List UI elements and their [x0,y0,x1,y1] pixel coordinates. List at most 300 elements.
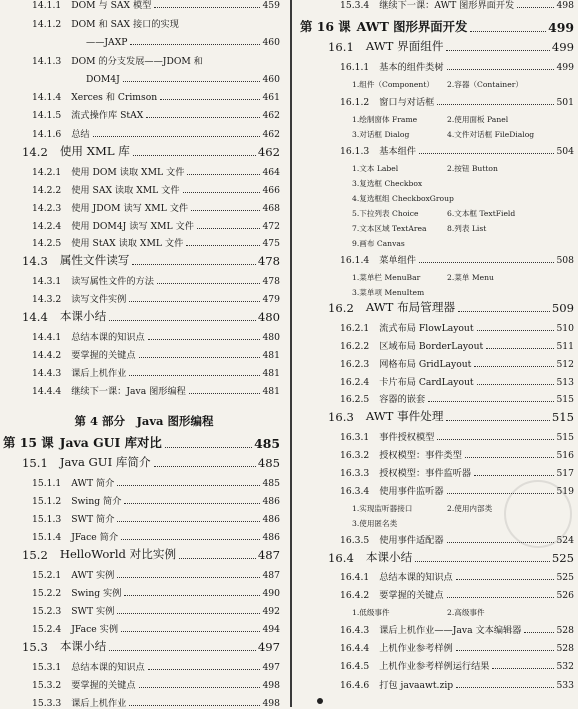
toc-entry [32,678,280,691]
entry-number: 16.4.2 [340,590,370,601]
entry-number: 16.1.3 [340,146,370,157]
entry-title: 使用 DOM4J 读写 XML 文件 [71,221,194,232]
toc-entry [340,623,574,636]
dot-leader [129,301,260,302]
page-number: 460 [262,74,280,85]
page-number: 487 [262,570,280,581]
dot-leader [492,668,554,669]
subitem-row [352,518,447,529]
toc-entry [86,72,280,85]
page-number: 532 [556,661,574,672]
entry-number: 16.2 [328,301,354,315]
entry-number: 16.4.5 [340,661,370,672]
toc-entry [22,146,280,159]
entry-number: 15.1.2 [32,496,62,507]
subitem-text: 3.使用匿名类 [352,519,398,528]
dot-leader [132,264,255,265]
dot-leader [148,339,261,340]
dot-leader [130,44,260,45]
dot-leader [189,393,261,394]
subitem-text: 3.对话框 Dialog [352,130,410,139]
subitem-row [352,129,534,140]
entry-number: 15.3.3 [32,698,62,709]
toc-entry [340,448,574,461]
entry-number: 16.4 [328,551,354,565]
dot-leader [109,650,256,651]
entry-title: 使用 SAX 读取 XML 文件 [71,185,180,196]
entry-number: 15.2.1 [32,570,62,581]
entry-number: 15.3 [22,640,48,654]
page-number: 459 [262,0,280,11]
page-number: 499 [556,62,574,73]
toc-entry [340,641,574,654]
entry-number: 16.1 [328,40,354,54]
toc-entry [32,660,280,673]
page-number: 519 [556,486,574,497]
toc-entry [340,588,574,601]
entry-number: 14.2.3 [32,203,62,214]
entry-number: 16.2.2 [340,341,370,352]
entry-number: 14.2.4 [32,221,62,232]
page-number: 498 [262,698,280,709]
entry-title: ——JAXP [86,37,128,48]
subitem-row [352,193,454,204]
entry-title: 卡片布局 CardLayout [379,377,474,388]
dot-leader [187,174,260,175]
dot-leader [524,632,554,633]
page-number: 497 [262,662,280,673]
entry-number: 14.2 [22,145,48,159]
dot-leader [121,539,260,540]
dot-leader [470,31,546,32]
page-number: 460 [262,37,280,48]
entry-number: 16.2.3 [340,359,370,370]
entry-title: AWT 事件处理 [365,409,444,423]
page-number: 515 [556,432,574,443]
page-number: 515 [551,410,574,424]
entry-title: 继续下一课：Java 图形编程 [71,386,186,397]
dot-leader [447,597,555,598]
toc-entry [32,366,280,379]
toc-entry [32,530,280,543]
page-number: 509 [551,301,574,315]
dot-leader [183,192,261,193]
dot-leader [191,210,260,211]
entry-number: 14.2.2 [32,185,62,196]
toc-entry [32,622,280,635]
page-number: 485 [257,456,280,470]
entry-title: 菜单组件 [379,255,416,266]
entry-number: 16.4.3 [340,625,370,636]
dot-leader [93,136,261,137]
entry-title: 使用事件监听器 [379,486,444,497]
dot-leader [477,330,555,331]
entry-title: 读写属性文件的方法 [71,276,154,287]
entry-number: 16.2.4 [340,377,370,388]
entry-title: 事件授权模型 [379,432,435,443]
dot-leader [117,521,260,522]
page-number: 485 [254,436,280,451]
toc-entry [340,321,574,334]
entry-title: 总结本课的知识点 [379,572,453,583]
toc-entry [32,54,280,67]
toc-entry [340,392,574,405]
entry-number: 16.1.2 [340,97,370,108]
dot-leader [117,613,260,614]
entry-number: 14.3 [22,254,48,268]
toc-entry [32,274,280,287]
dot-leader [157,283,261,284]
dot-leader [139,357,261,358]
subitem-text: 1.绘制窗体 Frame [352,115,418,124]
entry-title: DOM 的分支发展——JDOM 和 [71,56,203,67]
toc-entry [32,494,280,507]
toc-entry [32,201,280,214]
entry-title: JFace 实例 [71,624,119,635]
subitem-row [352,272,494,283]
entry-title: SWT 实例 [71,606,115,617]
entry-title: HelloWorld 对比实例 [59,547,177,561]
page-number: 533 [556,680,574,691]
dot-leader [154,466,256,467]
toc-entry [32,384,280,397]
entry-number: 15.1.4 [32,532,62,543]
subitem-text: 2.容器（Container） [447,80,523,89]
entry-number: 15.3.1 [32,662,62,673]
dot-leader [486,348,554,349]
page-number: 466 [262,185,280,196]
entry-title: 课后上机作业 [71,368,127,379]
entry-title: AWT 简介 [71,478,115,489]
toc-entry [32,165,280,178]
entry-title: 本课小结 [59,309,107,323]
entry-title: 授权模型：事件监听器 [379,468,472,479]
entry-number: 16.1.1 [340,62,370,73]
entry-number: 16.3.4 [340,486,370,497]
dot-leader [123,81,261,82]
toc-entry [340,570,574,583]
page-number: 528 [556,643,574,654]
page-number: 498 [262,680,280,691]
page-number: 480 [257,310,280,324]
dot-leader [474,475,554,476]
toc-entry [340,375,574,388]
toc-entry [32,90,280,103]
dot-leader [517,7,554,8]
toc-entry [32,127,280,140]
toc-entry [32,236,280,249]
entry-number: 14.1.4 [32,92,62,103]
entry-number: 14.1.1 [32,0,62,11]
page-number: 481 [262,368,280,379]
page-number: 462 [257,145,280,159]
entry-number: 第 16 课 [300,19,351,34]
dot-leader [154,7,260,8]
dot-leader [160,99,260,100]
page-number: 524 [556,535,574,546]
toc-entry [32,219,280,232]
dot-leader [129,375,260,376]
toc-entry [32,108,280,121]
entry-title: 继续下一课：AWT 图形界面开发 [379,0,515,11]
page-number: 515 [556,394,574,405]
entry-number: 16.3.2 [340,450,370,461]
entry-title: AWT 图形界面开发 [356,19,468,34]
entry-title: 流式操作库 StAX [71,110,144,121]
page-number: 481 [262,350,280,361]
toc-entry [328,552,574,565]
entry-title: 上机作业参考样例运行结果 [379,661,490,672]
entry-title: AWT 布局管理器 [365,300,456,314]
toc-entry [340,466,574,479]
entry-title: 总结 [71,129,90,140]
dot-leader [139,687,261,688]
entry-number: 15.2 [22,548,48,562]
page-number: 498 [556,0,574,11]
dot-leader [124,503,260,504]
subitem-row [352,503,492,514]
page-number: 511 [556,341,574,352]
subitem-row [352,287,447,298]
toc-entry [32,348,280,361]
toc-entry [32,330,280,343]
entry-title: 网格布局 GridLayout [379,359,472,370]
dot-leader [456,650,555,651]
dot-leader [129,705,260,706]
subitem-text: 4.文件对话框 FileDialog [447,130,535,139]
entry-title: DOM 与 SAX 模型 [71,0,152,11]
subitem-row [352,223,486,234]
entry-number: 16.3.1 [340,432,370,443]
entry-title: 流式布局 FlowLayout [379,323,474,334]
page-number: 486 [262,514,280,525]
entry-title: 授权模型：事件类型 [379,450,462,461]
entry-title: Swing 实例 [71,588,122,599]
entry-title: Java GUI 库对比 [59,435,162,450]
entry-number: 15.3.2 [32,680,62,691]
dot-leader [117,577,260,578]
entry-title: 使用 JDOM 读写 XML 文件 [71,203,189,214]
page-number: 462 [262,129,280,140]
page-number: 472 [262,221,280,232]
entry-title: JFace 简介 [71,532,119,543]
entry-number: 16.3 [328,410,354,424]
subitem-text: 5.下拉列表 Choice [352,209,419,218]
page-number: 487 [257,548,280,562]
entry-title: 属性文件读写 [59,253,130,267]
watermark-stamp [504,480,572,548]
page-number: 501 [556,97,574,108]
toc-entry [340,339,574,352]
page-number: 486 [262,496,280,507]
entry-title: 总结本课的知识点 [71,662,145,673]
subitem-row [352,607,485,618]
toc-entry [340,659,574,672]
entry-number: 14.1.2 [32,19,62,30]
toc-entry [32,696,280,709]
toc-entry [22,641,280,654]
entry-number: 16.2.1 [340,323,370,334]
toc-entry [340,0,574,11]
subitem-text: 1.菜单栏 MenuBar [352,273,421,282]
subitem-text: 1.文本 Label [352,164,399,173]
subitem-text: 2.使用内部类 [447,504,493,513]
subitem-text: 4.复选框组 CheckboxGroup [352,194,454,203]
subitem-row [352,238,447,249]
subitem-row [352,178,447,189]
dot-leader [133,155,256,156]
subitem-text: 1.组件（Component） [352,80,434,89]
entry-number: 16.3.3 [340,468,370,479]
dot-leader [415,561,550,562]
dot-leader [446,420,549,421]
entry-title: 课后上机作业——Java 文本编辑器 [379,625,522,636]
entry-number: 15.1.1 [32,478,62,489]
entry-title: 课后上机作业 [71,698,127,709]
subitem-text: 3.菜单项 MenuItem [352,288,425,297]
entry-title: 本课小结 [59,639,107,653]
entry-number: 14.4.1 [32,332,62,343]
toc-entry [340,95,574,108]
entry-title: SWT 简介 [71,514,115,525]
subitem-text: 2.菜单 Menu [447,273,494,282]
entry-title: Java GUI 库简介 [59,455,151,469]
page-number: 525 [556,572,574,583]
page-number: 462 [262,110,280,121]
page-number: 508 [556,255,574,266]
page-number: 504 [556,146,574,157]
dot-leader [117,485,260,486]
toc-entry [340,253,574,266]
entry-title: 基本的组件类树 [379,62,444,73]
entry-title: 基本组件 [379,146,416,157]
entry-title: DOM4J [86,74,120,85]
entry-number: 16.4.1 [340,572,370,583]
subitem-row [352,79,523,90]
entry-number: 14.4.2 [32,350,62,361]
toc-entry [32,17,280,30]
toc-entry [340,678,574,691]
toc-entry [328,302,574,315]
page-number: 528 [556,625,574,636]
dot-leader [109,320,256,321]
dot-leader [456,687,554,688]
page-number: 475 [262,238,280,249]
toc-entry [32,183,280,196]
page-number: 517 [556,468,574,479]
dot-leader [179,558,256,559]
page-number: 499 [548,20,574,35]
page-number: 461 [262,92,280,103]
entry-title: 使用 XML 库 [59,144,130,158]
subitem-text: 1.实现监听器接口 [352,504,413,513]
toc-entry [22,549,280,562]
entry-title: Xerces 和 Crimson [71,92,158,103]
subitem-text: 9.画布 Canvas [352,239,405,248]
page-number: 494 [262,624,280,635]
entry-number: 14.4.4 [32,386,62,397]
entry-number: 14.4.3 [32,368,62,379]
subitem-text: 7.文本区域 TextArea [352,224,427,233]
part-heading: 第 4 部分 Java 图形编程 [74,414,214,428]
dot-leader [419,262,554,263]
page-number: 516 [556,450,574,461]
dot-leader [477,384,555,385]
entry-title: 要掌握的关键点 [71,680,136,691]
dot-leader [146,117,260,118]
entry-number: 14.3.2 [32,294,62,305]
dot-leader [124,595,260,596]
subitem-row [352,208,515,219]
entry-title: 总结本课的知识点 [71,332,145,343]
toc-entry [22,255,280,268]
page-number: 512 [556,359,574,370]
dot-leader [458,311,550,312]
page-number: 485 [262,478,280,489]
entry-title: 使用事件适配器 [379,535,444,546]
entry-number: 16.4.4 [340,643,370,654]
subitem-text: 3.复选框 Checkbox [352,179,423,188]
entry-title: 本课小结 [365,550,413,564]
page-number: 468 [262,203,280,214]
toc-entry [32,586,280,599]
page-number: 479 [262,294,280,305]
page-number: 490 [262,588,280,599]
entry-title: AWT 界面组件 [365,39,444,53]
subitem-text: 8.列表 List [447,224,487,233]
entry-number: 16.3.5 [340,535,370,546]
entry-title: 读写文件实例 [71,294,127,305]
toc-entry [340,60,574,73]
dot-leader [121,631,260,632]
dot-leader [447,69,555,70]
entry-number: 16.4.6 [340,680,370,691]
entry-title: Swing 简介 [71,496,122,507]
entry-number: 14.1.6 [32,129,62,140]
dot-leader [148,669,261,670]
page-number: 478 [257,254,280,268]
entry-title: 要掌握的关键点 [379,590,444,601]
dot-leader [437,439,554,440]
page-number: 499 [551,40,574,54]
dot-leader [437,104,554,105]
entry-number: 第 15 课 [3,435,54,450]
entry-number: 16.1.4 [340,255,370,266]
entry-number: 15.2.3 [32,606,62,617]
entry-title: 打包 javaawt.zip [379,680,454,691]
subitem-text: 2.使用面板 Panel [447,115,509,124]
entry-title: 使用 DOM 读取 XML 文件 [71,167,185,178]
entry-title: AWT 实例 [71,570,115,581]
dot-leader [474,366,554,367]
toc-entry [22,311,280,324]
page-number: 486 [262,532,280,543]
dot-leader [186,245,260,246]
entry-title: 要掌握的关键点 [71,350,136,361]
page-number: 480 [262,332,280,343]
dot-leader [446,50,549,51]
toc-entry [340,357,574,370]
toc-entry [32,568,280,581]
dot-leader [428,401,554,402]
subitem-text: 1.低级事件 [352,608,390,617]
column-divider [290,0,292,707]
entry-number: 15.1 [22,456,48,470]
toc-entry [32,0,280,11]
toc-entry [340,144,574,157]
entry-number: 14.1.3 [32,56,62,67]
toc-entry [340,430,574,443]
